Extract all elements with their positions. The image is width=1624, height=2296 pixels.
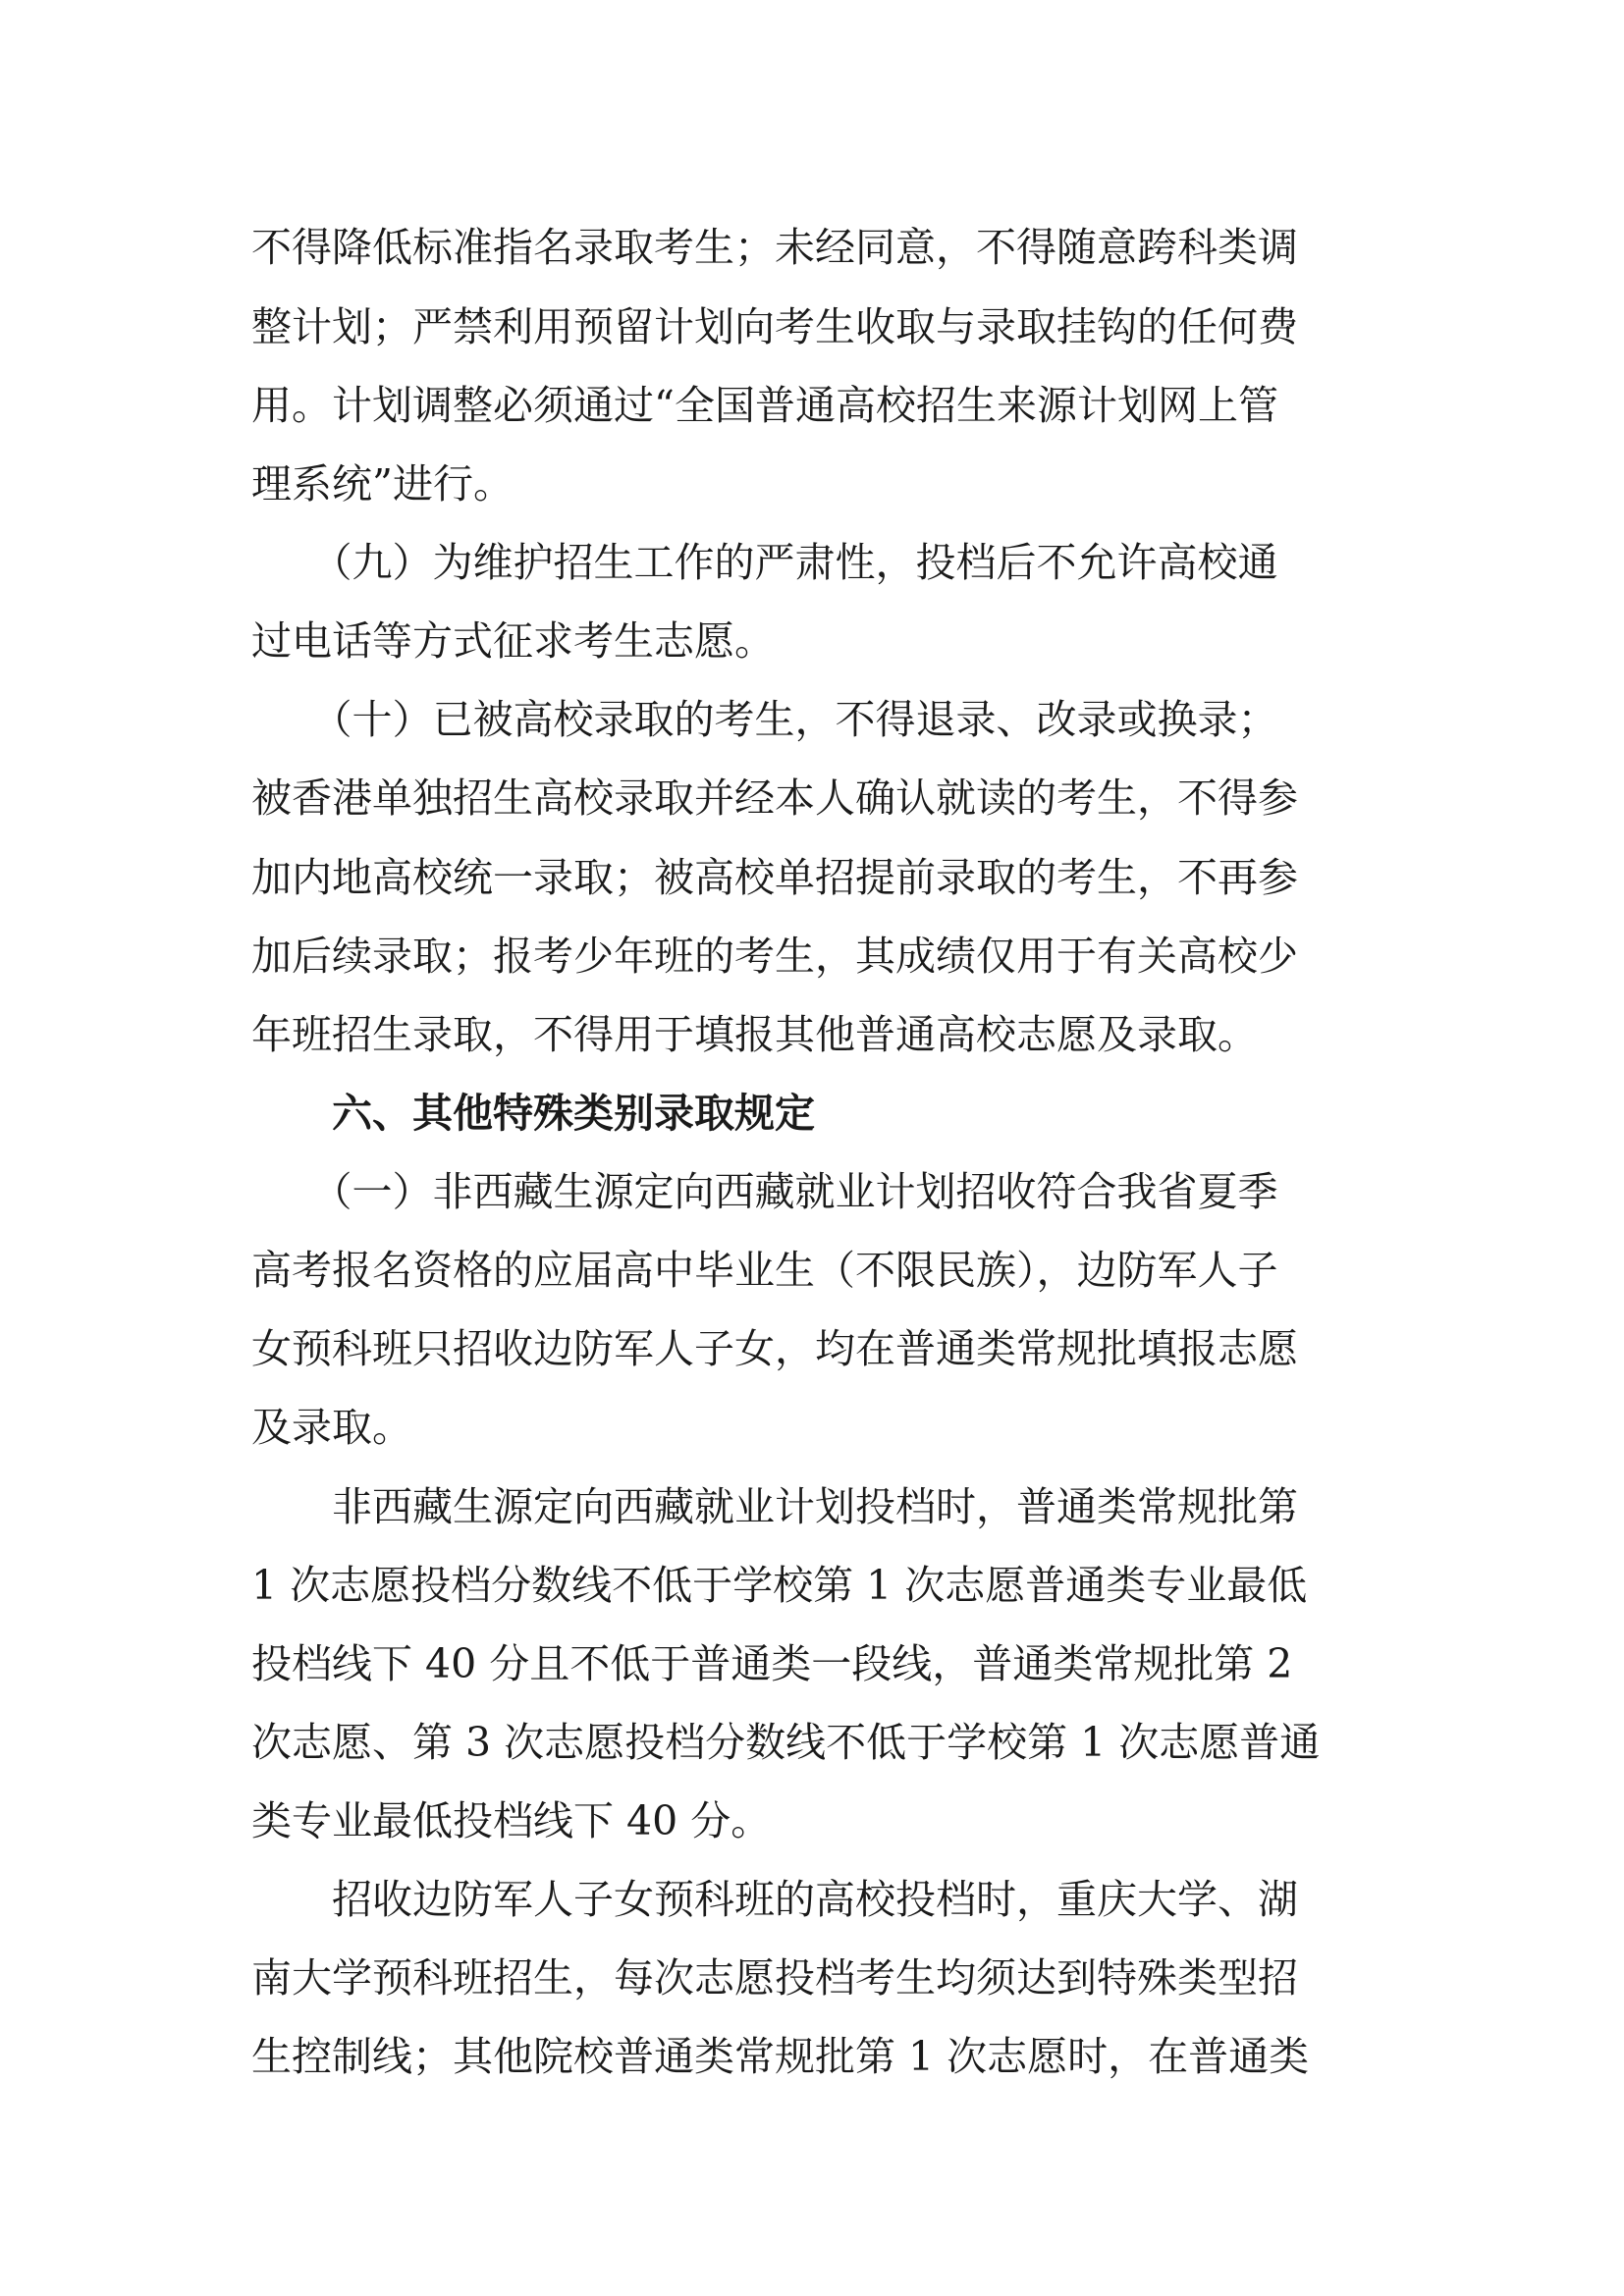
text-line: 投档线下 40 分且不低于普通类一段线，普通类常规批第 2 — [251, 1640, 1293, 1687]
text-line: 加后续录取；报考少年班的考生，其成绩仅用于有关高校少 — [251, 933, 1298, 980]
text-line: 招收边防军人子女预科班的高校投档时，重庆大学、湖 — [251, 1876, 1298, 1923]
text-line: 南大学预科班招生，每次志愿投档考生均须达到特殊类型招 — [251, 1954, 1298, 2002]
text-line: 加内地高校统一录取；被高校单招提前录取的考生，不再参 — [251, 854, 1298, 901]
text-line: 被香港单独招生高校录取并经本人确认就读的考生，不得参 — [251, 774, 1298, 822]
text-line: 类专业最低投档线下 40 分。 — [251, 1797, 772, 1844]
text-line: 过电话等方式征求考生志愿。 — [251, 617, 775, 665]
text-line: 女预科班只招收边防军人子女，均在普通类常规批填报志愿 — [251, 1325, 1298, 1372]
text-line: 用。计划调整必须通过“全国普通高校招生来源计划网上管 — [251, 382, 1278, 429]
text-line: 非西藏生源定向西藏就业计划投档时，普通类常规批第 — [251, 1483, 1298, 1530]
text-line: 年班招生录取，不得用于填报其他普通高校志愿及录取。 — [251, 1011, 1258, 1058]
text-line: 次志愿、第 3 次志愿投档分数线不低于学校第 1 次志愿普通 — [251, 1719, 1321, 1766]
section-heading: 六、其他特殊类别录取规定 — [251, 1090, 815, 1137]
text-line: 不得降低标准指名录取考生；未经同意，不得随意跨科类调 — [251, 224, 1298, 271]
text-line: 1 次志愿投档分数线不低于学校第 1 次志愿普通类专业最低 — [251, 1562, 1308, 1609]
text-line: 生控制线；其他院校普通类常规批第 1 次志愿时，在普通类 — [251, 2033, 1310, 2080]
text-line: 及录取。 — [251, 1404, 412, 1451]
text-line: 整计划；严禁利用预留计划向考生收取与录取挂钩的任何费 — [251, 303, 1298, 350]
text-line: （十）已被高校录取的考生，不得退录、改录或换录； — [251, 696, 1278, 743]
text-line: （一）非西藏生源定向西藏就业计划招收符合我省夏季 — [251, 1168, 1278, 1215]
text-line: 高考报名资格的应届高中毕业生（不限民族），边防军人子 — [251, 1247, 1278, 1294]
text-line: 理系统”进行。 — [251, 460, 514, 507]
text-line: （九）为维护招生工作的严肃性，投档后不允许高校通 — [251, 539, 1278, 586]
